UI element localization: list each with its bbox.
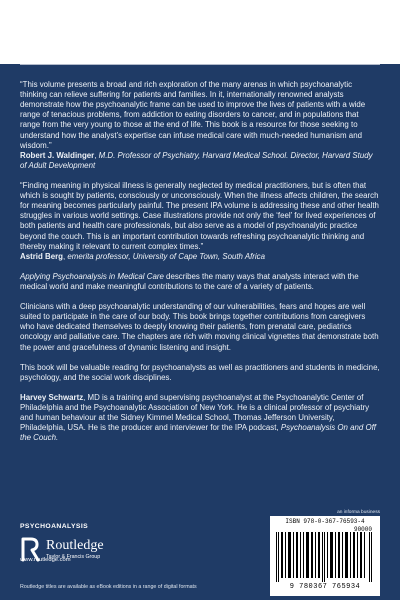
author-name: Harvey Schwartz [20, 392, 84, 402]
endorser-affiliation-1: M.D. Professor of Psychiatry, Harvard Medical School. Director, Harvard Study of Adult Development [20, 150, 373, 170]
endorsement-attribution-1: Robert J. Waldinger, M.D. Professor of Psychiatry, Harvard Medical School. Director, Harvard Study of Adult Development [20, 150, 373, 170]
informa-label: an informa business [337, 510, 380, 515]
endorsement-quote-1: “This volume presents a broad and rich exploration of the many arenas in which psychoanalytic thinking can relieve suffering for patients and families. In it, internationally renowned analysts demonstrate how the psychoanalytic frame can be used to improve the lives of patients with a wide range of tenacious problems, from addiction to eating disorders to cancer, and in populations that range from the very young to those at the end of life. This book is a resource for those seeking to understand how the analyst’s expertise can infuse medical care with much-needed humanism and wisdom.” [20, 80, 366, 150]
endorsement-attribution-2: Astrid Berg, emerita professor, University of Cape Town, South Africa [20, 251, 266, 261]
isbn-number: ISBN 978-0-367-76593-4 [285, 518, 365, 525]
author-bio [20, 393, 380, 444]
price-code: 90000 [353, 526, 372, 533]
endorser-name-1: Robert J. Waldinger [20, 150, 95, 160]
publisher-logo [20, 536, 140, 576]
series-title: IPA IN THE COMMUNITY [120, 40, 280, 55]
endorser-affiliation-2: emerita professor, University of Cape Town, South Africa [67, 251, 266, 261]
author-bio-text: , MD is a training and supervising psychoanalyst at the Psychoanalytic Center of Philadelphia and the Psychoanalytic Association of New York. He is a clinical professor of psychiatry and human behaviour at the Sidney Kimmel Medical School, Thomas Jefferson University, Philadelphia, USA. He is the producer and interviewer for the IPA podcast, [20, 392, 370, 433]
barcode-icon [276, 532, 374, 582]
genre-label: PSYCHOANALYSIS [20, 523, 89, 530]
endorsement-quote-2: “Finding meaning in physical illness is generally neglected by medical practitioners, but is often that which is sought by patients, consciously or unconsciously. When the illness affects children, the search for meaning becomes particularly painful. The present IPA volume is addressing these and other health struggles in various world settings. Case illustrations provide not only the ‘feel’ for lived experiences of both patients and health care professionals, but also serve as a model of psychoanalytic practice beyond the couch. This is an important contribution towards refreshing psychoanalytic thinking and thereby making it relevant to current complex times.” [20, 180, 379, 251]
endorser-name-2: Astrid Berg [20, 251, 63, 261]
isbn-barcode [270, 516, 380, 596]
description-paragraph-1 [20, 272, 380, 292]
divider-rule [20, 64, 380, 65]
description-paragraph-2: Clinicians with a deep psychoanalytic understanding of our vulnerabilities, fears and hopes are well suited to participate in the care of our body. This book brings together contributions from caregivers who have dedicated themselves to deeply knowing their patients, from prenatal care, pediatrics oncology and palliative care. The chapters are rich with moving clinical vignettes that demonstrate both the power and gracefulness of dynamic listening and insight. [20, 302, 379, 352]
description-paragraph-1-text: describes the many ways that analysts interact with the medical world and make meaningful contributions to the care of a variety of patients. [20, 271, 359, 291]
book-title: Applying Psychoanalysis in Medical Care [20, 271, 164, 281]
publisher-website: www.routledge.com [20, 557, 71, 563]
back-cover-text [20, 80, 380, 453]
ean-number: 9 780367 765934 [289, 583, 361, 591]
description-paragraph-3: This book will be valuable reading for psychoanalysts as well as practitioners and students in medicine, psychology, and the social work disciplines. [20, 362, 380, 382]
ebook-note: Routledge titles are available as eBook editions in a range of digital formats [20, 584, 197, 590]
podcast-title: Psychoanalysis On and Off the Couch. [20, 423, 377, 443]
publisher-group: Taylor & Francis Group [46, 554, 101, 560]
publisher-name: Routledge [46, 538, 104, 553]
cover-footer [0, 510, 400, 600]
